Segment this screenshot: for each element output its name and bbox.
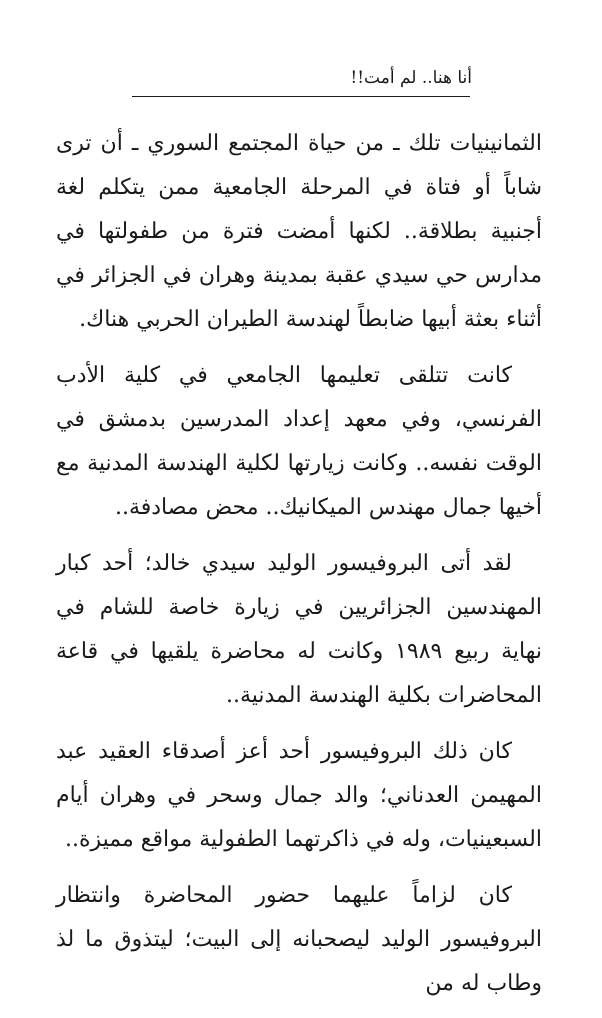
paragraph-4: كان ذلك البروفيسور أحد أعز أصدقاء العقيد عبد المهيمن العدناني؛ والد جمال وسحر في وهران أيام السبعينيات، وله في ذاكرتهما الطفولية مواقع مميزة.. (56, 739, 542, 852)
text-body (56, 122, 542, 1018)
paragraph-3: لقد أتى البروفيسور الوليد سيدي خالد؛ أحد كبار المهندسين الجزائريين في زيارة خاصة للشام في نهاية ربيع ١٩٨٩ وكانت له محاضرة يلقيها في قاعة المحاضرات بكلية الهندسة المدنية.. (56, 551, 543, 708)
running-header-title: أنا هنا.. لم أمت!! (350, 68, 472, 88)
paragraph-2: كانت تتلقى تعليمها الجامعي في كلية الأدب الفرنسي، وفي معهد إعداد المدرسين بدمشق في الوقت نفسه.. وكانت زيارتها لكلية الهندسة المدنية مع أخيها جمال مهندس الميكانيك.. محض مصادفة.. (56, 363, 542, 520)
paragraph-1: الثمانينيات تلك ـ من حياة المجتمع السوري ـ أن ترى شاباً أو فتاة في المرحلة الجامعية ممن يتكلم لغة أجنبية بطلاقة.. لكنها أمضت فترة من طفولتها في مدارس حي سيدي عقبة بمدينة وهران في الجزائر في أثناء بعثة أبيها ضابطاً لهندسة الطيران الحربي هناك. (56, 131, 542, 332)
paragraph-5: كان لزاماً عليهما حضور المحاضرة وانتظار البروفيسور الوليد ليصحبانه إلى البيت؛ ليتذوق ما لذ وطاب له من (56, 883, 542, 996)
header-rule (132, 96, 470, 97)
